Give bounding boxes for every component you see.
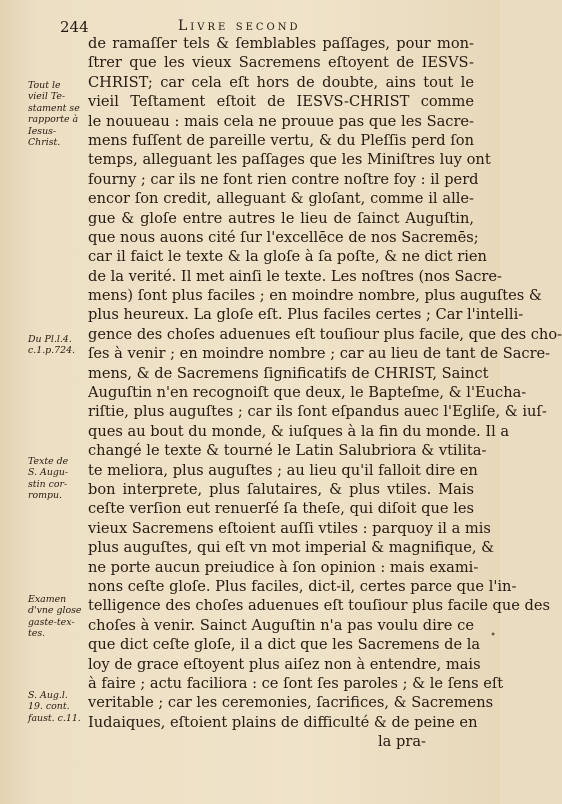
text-line: choſes à venir. Sainct Auguſtin n'a pas voulu dire ce xyxy=(88,616,474,634)
text-line: que nous auons cité ſur l'excellēce de nos Sacremēs; xyxy=(88,228,479,246)
page-number: 244 xyxy=(60,18,89,36)
text-line: Auguſtin n'en recognoiſt que deux, le Bapteſme, & l'Eucha- xyxy=(88,384,527,402)
text-line: car il faict le texte & la gloſe à ſa poſte, & ne dict rien xyxy=(88,248,487,266)
text-line: que dict ceſte gloſe, il a dict que les Sacremens de la xyxy=(88,636,481,654)
text-line: fourny ; car ils ne font rien contre noſtre foy : il perd xyxy=(88,170,479,188)
text-line: gue & gloſe entre autres le lieu de ſainct Auguſtin, xyxy=(88,209,474,227)
text-line: temps, alleguant les paſſages que les Miniſtres luy ont xyxy=(88,151,491,169)
margin-note-3: Texte de S. Augu- stin cor- rompu. xyxy=(28,456,69,502)
text-line: gence des choſes aduenues eſt touſiour plus facile, que des cho- xyxy=(88,325,562,343)
text-line: vieil Teſtament eſtoit de IESVS-CHRIST comme xyxy=(88,93,474,111)
body-text xyxy=(88,34,562,751)
text-line: le nouueau : mais cela ne prouue pas que les Sacre- xyxy=(88,112,474,130)
text-line: mens fuſſent de pareille vertu, & du Pleſſis perd ſon xyxy=(88,131,474,149)
text-line: vieux Sacremens eſtoient auſſi vtiles : parquoy il a mis xyxy=(88,519,491,537)
text-line: Iudaiques, eſtoient plains de difficulté & de peine en xyxy=(88,713,478,731)
text-line: ceſte verſion eut renuerſé ſa theſe, qui diſoit que les xyxy=(88,500,474,518)
page-header xyxy=(60,8,480,36)
text-line: à faire ; actu faciliora : ce ſont ſes paroles ; & le ſens eſt xyxy=(88,674,504,692)
text-line: plus heureux. La gloſe eſt. Plus faciles certes ; Car l'intelli- xyxy=(88,306,524,324)
text-line: ſes à venir ; en moindre nombre ; car au lieu de tant de Sacre- xyxy=(88,345,551,363)
text-line: nons ceſte gloſe. Plus faciles, dict-il, certes parce que l'in- xyxy=(88,577,517,595)
running-title: Livre second xyxy=(178,18,301,34)
margin-note-4: Examen d'vne glose gaste-tex- tes. xyxy=(28,594,82,640)
text-line: veritable ; car les ceremonies, ſacrifices, & Sacremens xyxy=(88,694,494,712)
text-line: ques au bout du monde, & iuſques à la fin du monde. Il a xyxy=(88,422,510,440)
margin-note-2: Du Pl.l.4. c.1.p.724. xyxy=(28,334,76,357)
text-line: la pra- xyxy=(378,733,426,751)
text-line: CHRIST; car cela eſt hors de doubte, ains tout le xyxy=(88,73,474,91)
text-line: de ramaſſer tels & ſemblables paſſages, pour mon- xyxy=(88,35,474,52)
text-line: mens, & de Sacremens ſignificatifs de CHRIST, Sainct xyxy=(88,364,489,382)
text-line: riſtie, plus auguſtes ; car ils ſont eſpandus auec l'Egliſe, & iuſ- xyxy=(88,403,547,421)
text-line: de la verité. Il met ainſi le texte. Les noſtres (nos Sacre- xyxy=(88,267,502,285)
text-line: ſtrer que les vieux Sacremens eſtoyent de IESVS- xyxy=(88,54,474,72)
text-line: mens) ſont plus faciles ; en moindre nombre, plus auguſtes & xyxy=(88,287,542,305)
text-line: encor ſon credit, alleguant & gloſant, comme il alle- xyxy=(88,190,474,208)
text-line: ne porte aucun preiudice à ſon opinion : mais exami- xyxy=(88,558,479,576)
text-line: telligence des choſes aduenues eſt touſiour plus facile que des xyxy=(88,597,550,615)
margin-note-5: S. Aug.l. 19. cont. faust. c.11. xyxy=(28,690,81,724)
text-line: plus auguſtes, qui eſt vn mot imperial & magnifique, & xyxy=(88,539,495,557)
text-line: te meliora, plus auguſtes ; au lieu qu'il falloit dire en xyxy=(88,461,478,479)
text-line: changé le texte & tourné le Latin Salubriora & vtilita- xyxy=(88,442,487,460)
gutter-mark: • xyxy=(490,630,496,641)
text-line: bon interprete, plus ſalutaires, & plus vtiles. Mais xyxy=(88,480,474,498)
margin-note-1: Tout le vieil Te- stament se rapporte à Iesus- Christ. xyxy=(28,80,80,149)
text-line: loy de grace eſtoyent plus aiſez non à entendre, mais xyxy=(88,655,481,673)
